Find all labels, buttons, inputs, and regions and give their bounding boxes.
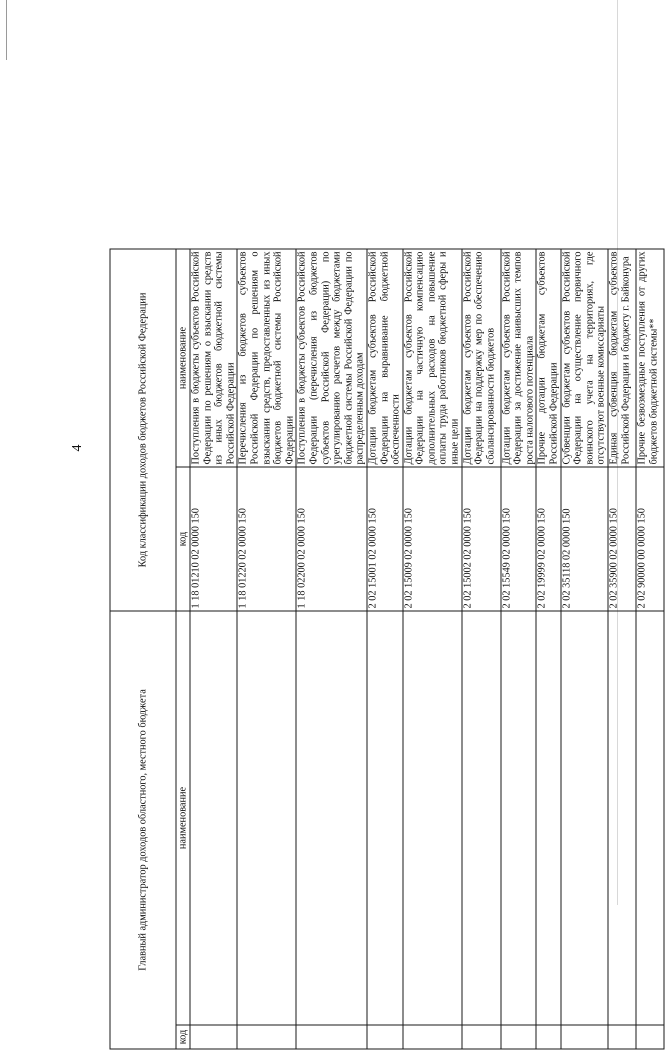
row-name: Единая субвенция бюджетам субъектов Российской Федерации и бюджету г. Байконура [608, 249, 636, 467]
row-name: Поступления в бюджеты субъектов Российской Федерации (перечисления из бюджетов субъектов Российской Федерации) по урегулированию расчетов между бюджетами бюджетной системы Российской Федерации по распределенным доходам [296, 249, 367, 467]
budget-classification-table [110, 249, 665, 1050]
admin-code-cell [190, 1025, 237, 1049]
row-code: 2 02 15549 02 0000 150 [501, 467, 537, 611]
admin-code-cell [462, 1025, 501, 1049]
row-name: Дотации бюджетам субъектов Российской Федерации на поддержку мер по обеспечению сбалансированности бюджетов [462, 249, 501, 467]
admin-name-cell [636, 611, 664, 1025]
row-name: Дотации бюджетам субъектов Российской Федерации на частичную компенсацию дополнительных расходов на повышение оплаты труда работников бюджетной сферы и иные цели [403, 249, 462, 467]
admin-code-cell [536, 1025, 560, 1049]
admin-code-cell [237, 1025, 296, 1049]
row-code: 1 18 02200 02 0000 150 [296, 467, 367, 611]
admin-code-cell [636, 1025, 664, 1049]
row-name: Субвенции бюджетам субъектов Российской Федерации на осуществление первичного воинского учета на территориях, где отсутствуют военные комиссариаты [561, 249, 608, 467]
admin-name-cell [403, 611, 462, 1025]
admin-name-cell [462, 611, 501, 1025]
row-name: Дотации бюджетам субъектов Российской Федерации за достижение наивысших темпов роста налогового потенциала [501, 249, 537, 467]
row-code: 2 02 19999 02 0000 150 [536, 467, 560, 611]
row-name: Дотации бюджетам субъектов Российской Федерации на выравнивание бюджетной обеспеченности [367, 249, 403, 467]
row-name: Прочие дотации бюджетам субъектов Российской Федерации [536, 249, 560, 467]
row-name: Прочие безвозмездные поступления от других бюджетов бюджетной системы** [636, 249, 664, 467]
admin-name-cell [536, 611, 560, 1025]
rotated-table-wrapper [110, 250, 660, 1050]
admin-name-cell [561, 611, 608, 1025]
row-name: Перечисления из бюджетов субъектов Российской Федерации по решениям о взыскании средств, предоставленных из иных бюджетов бюджетной системы Российской Федерации [237, 249, 296, 467]
admin-code-cell [561, 1025, 608, 1049]
admin-code-cell [403, 1025, 462, 1049]
admin-code-cell [296, 1025, 367, 1049]
class-name-subheader: наименование [176, 249, 190, 467]
page-number: 4 [70, 444, 85, 452]
row-code: 1 18 01210 02 0000 150 [190, 467, 237, 611]
row-code: 2 02 15002 02 0000 150 [462, 467, 501, 611]
admin-header: Главный администратор доходов областного, местного бюджета [110, 611, 176, 1049]
admin-code-cell [501, 1025, 537, 1049]
row-code: 1 18 01220 02 0000 150 [237, 467, 296, 611]
row-code: 2 02 35900 02 0000 150 [608, 467, 636, 611]
row-code: 2 02 15001 02 0000 150 [367, 467, 403, 611]
admin-name-cell [296, 611, 367, 1025]
admin-name-cell [190, 611, 237, 1025]
row-name: Поступления в бюджеты субъектов Российской Федерации по решениям о взыскании средств из иных бюджетов бюджетной системы Российской Федерации [190, 249, 237, 467]
admin-code-cell [367, 1025, 403, 1049]
scan-edge-mark [6, 0, 7, 60]
row-code: 2 02 15009 02 0000 150 [403, 467, 462, 611]
class-code-subheader: код [176, 467, 190, 611]
row-code: 2 02 35118 02 0000 150 [561, 467, 608, 611]
admin-name-cell [237, 611, 296, 1025]
admin-code-subheader: код [176, 1025, 190, 1049]
admin-name-cell [367, 611, 403, 1025]
admin-code-cell [608, 1025, 636, 1049]
row-code: 2 02 90000 00 0000 150 [636, 467, 664, 611]
admin-name-subheader: наименование [176, 611, 190, 1025]
admin-name-cell [501, 611, 537, 1025]
admin-name-cell [608, 611, 636, 1025]
classification-header: Код классификации доходов бюджетов Российской Федерации [110, 249, 176, 611]
